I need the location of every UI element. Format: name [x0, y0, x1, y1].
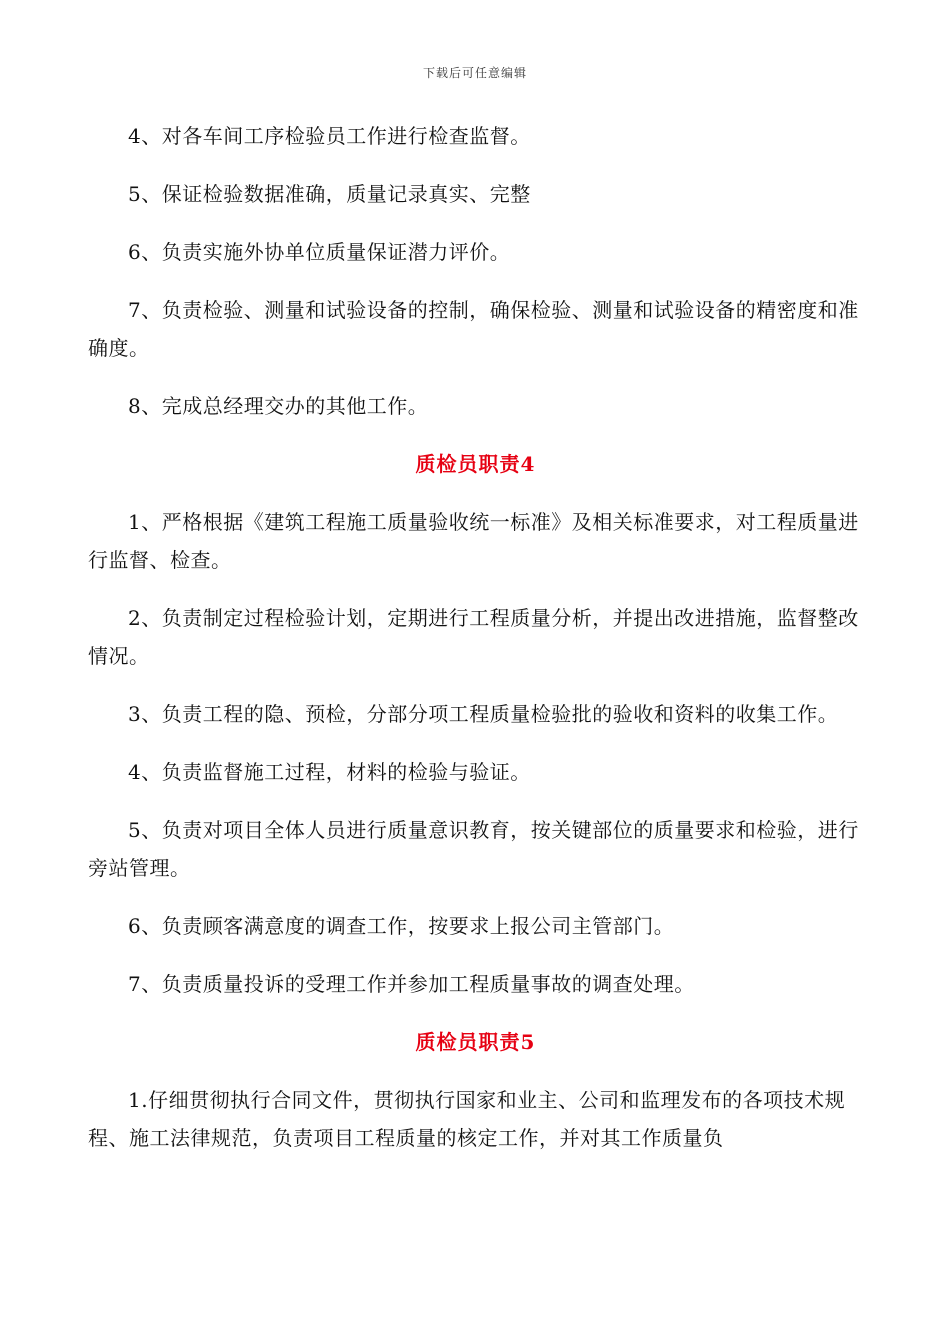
- section-heading-5: 质检员职责5: [415, 1030, 536, 1054]
- paragraph: 3、负责工程的隐、预检，分部分项工程质量检验批的验收和资料的收集工作。: [128, 702, 839, 726]
- paragraph: 4、对各车间工序检验员工作进行检查监督。: [128, 124, 531, 148]
- paragraph: 5、保证检验数据准确，质量记录真实、完整: [128, 182, 531, 206]
- paragraph: 7、负责检验、测量和试验设备的控制，确保检验、测量和试验设备的精密度和准确度。: [88, 298, 859, 360]
- paragraph: 1、严格根据《建筑工程施工质量验收统一标准》及相关标准要求，对工程质量进行监督、检查。: [88, 510, 859, 572]
- paragraph: 4、负责监督施工过程，材料的检验与验证。: [128, 760, 531, 784]
- paragraph: 7、负责质量投诉的受理工作并参加工程质量事故的调查处理。: [128, 972, 695, 996]
- paragraph: 8、完成总经理交办的其他工作。: [128, 394, 429, 418]
- document-body: [88, 117, 863, 1177]
- paragraph: 5、负责对项目全体人员进行质量意识教育，按关键部位的质量要求和检验，进行旁站管理。: [88, 818, 859, 880]
- paragraph: 6、负责实施外协单位质量保证潜力评价。: [128, 240, 511, 264]
- section-heading-4: 质检员职责4: [415, 452, 536, 476]
- paragraph: 1.仔细贯彻执行合同文件，贯彻执行国家和业主、公司和监理发布的各项技术规程、施工法律规范，负责项目工程质量的核定工作，并对其工作质量负: [88, 1088, 846, 1150]
- header-note: 下载后可任意编辑: [422, 66, 527, 80]
- paragraph: 6、负责顾客满意度的调查工作，按要求上报公司主管部门。: [128, 914, 675, 938]
- paragraph: 2、负责制定过程检验计划，定期进行工程质量分析，并提出改进措施，监督整改情况。: [88, 606, 859, 668]
